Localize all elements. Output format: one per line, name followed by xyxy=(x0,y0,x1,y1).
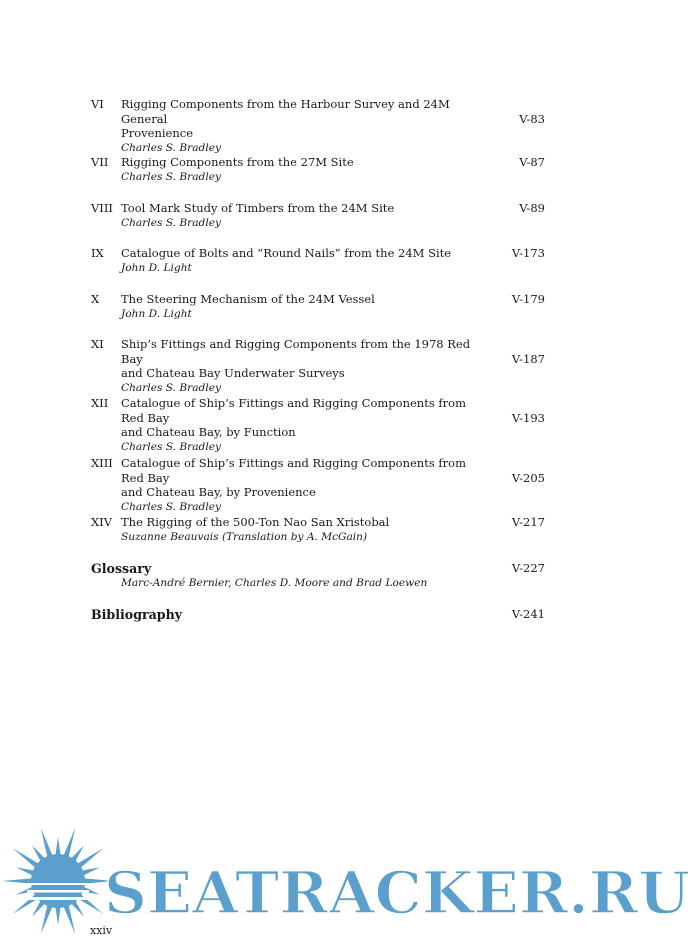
entry-author: Suzanne Beauvais (Translation by A. McGain) xyxy=(121,530,368,543)
entry-page: V-179 xyxy=(511,292,545,306)
entry-number: XIII xyxy=(91,456,113,470)
sun-burst-icon xyxy=(2,828,114,935)
entry-page: V-205 xyxy=(511,471,545,485)
sun-ray xyxy=(63,904,75,935)
page-folio: xxiv xyxy=(90,924,113,937)
entry-title-line: The Rigging of the 500-Ton Nao San Xristobal xyxy=(121,515,390,529)
watermark xyxy=(0,811,698,941)
entry-number: XI xyxy=(91,337,104,351)
entry-author: Charles S. Bradley xyxy=(121,440,221,453)
entry-title xyxy=(121,396,476,454)
glossary-heading: Glossary xyxy=(91,561,152,576)
glossary-page: V-227 xyxy=(511,561,545,575)
entry-title xyxy=(121,97,476,155)
entry-author: John D. Light xyxy=(121,307,192,320)
entry-title-line: Provenience xyxy=(121,126,194,141)
toc-entry-vi xyxy=(91,97,551,154)
sun-ray xyxy=(41,904,53,935)
entry-title xyxy=(121,201,476,230)
entry-title xyxy=(121,155,476,184)
entry-page: V-173 xyxy=(511,246,545,260)
entry-author: Charles S. Bradley xyxy=(121,381,221,394)
toc-entry-viii xyxy=(91,201,551,231)
entry-number: XIV xyxy=(91,515,113,529)
entry-title xyxy=(121,246,476,275)
entry-title xyxy=(121,292,476,321)
entry-page: V-187 xyxy=(511,352,545,366)
entry-author: John D. Light xyxy=(121,261,192,274)
toc-entry-xiii xyxy=(91,456,551,513)
entry-number: IX xyxy=(91,246,104,260)
entry-author: Charles S. Bradley xyxy=(121,216,221,229)
entry-page: V-193 xyxy=(511,411,545,425)
entry-number: VIII xyxy=(91,201,113,215)
entry-title-line: and Chateau Bay, by Provenience xyxy=(121,485,316,500)
entry-number: VII xyxy=(91,155,109,169)
toc-entry-x xyxy=(91,292,551,322)
entry-page: V-89 xyxy=(519,201,545,215)
glossary-author: Marc-André Bernier, Charles D. Moore and Brad Loewen xyxy=(121,577,428,589)
entry-title-line: Catalogue of Ship’s Fittings and Rigging Components from Red Bay xyxy=(121,396,466,425)
watermark-text: SEATRACKER.RU xyxy=(104,859,690,927)
entry-number: X xyxy=(91,292,100,306)
entry-title-line: Catalogue of Ship’s Fittings and Rigging Components from Red Bay xyxy=(121,456,466,485)
bibliography-page: V-241 xyxy=(511,607,545,621)
entry-title-line: and Chateau Bay Underwater Surveys xyxy=(121,366,345,381)
bibliography-heading: Bibliography xyxy=(91,607,183,622)
entry-title-line: Ship’s Fittings and Rigging Components from the 1978 Red Bay xyxy=(121,337,471,366)
entry-title-line: Rigging Components from the 27M Site xyxy=(121,155,354,169)
entry-number: VI xyxy=(91,97,104,111)
sun-ray xyxy=(2,878,33,883)
entry-page: V-87 xyxy=(519,155,545,169)
entry-author: Charles S. Bradley xyxy=(121,141,221,154)
entry-title-line: and Chateau Bay, by Function xyxy=(121,425,296,440)
entry-title xyxy=(121,337,476,395)
entry-title-line: Tool Mark Study of Timbers from the 24M Site xyxy=(121,201,395,215)
entry-author: Charles S. Bradley xyxy=(121,170,221,183)
toc-entry-vii xyxy=(91,155,551,185)
entry-title xyxy=(121,515,476,544)
toc-entry-xii xyxy=(91,396,551,453)
entry-page: V-83 xyxy=(519,112,545,126)
toc-entry-ix xyxy=(91,246,551,276)
sun-ray xyxy=(63,828,75,859)
toc-entry-xiv xyxy=(91,515,551,545)
entry-title-line: Catalogue of Bolts and “Round Nails” from the 24M Site xyxy=(121,246,452,260)
entry-number: XII xyxy=(91,396,109,410)
entry-title-line: Rigging Components from the Harbour Survey and 24M General xyxy=(121,97,450,126)
entry-page: V-217 xyxy=(511,515,545,529)
toc-entry-xi xyxy=(91,337,551,394)
sun-ray xyxy=(55,906,60,925)
sun-ray xyxy=(55,837,60,856)
entry-title-line: The Steering Mechanism of the 24M Vessel xyxy=(121,292,375,306)
entry-title xyxy=(121,456,476,514)
entry-author: Charles S. Bradley xyxy=(121,500,221,513)
sun-ray xyxy=(41,828,53,859)
